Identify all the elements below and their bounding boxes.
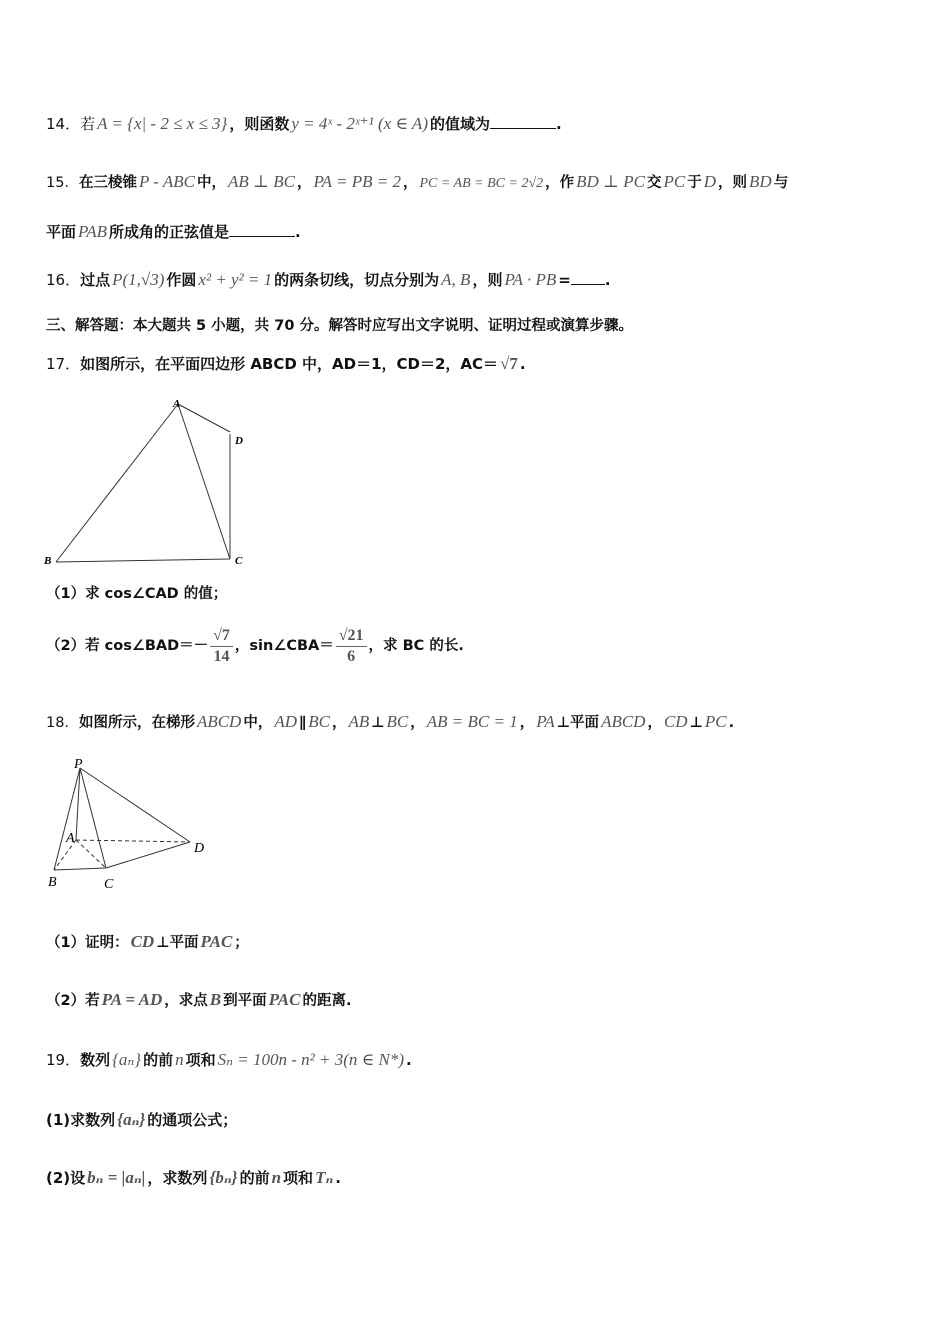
q17-figure — [40, 392, 260, 574]
q19-part2-text: 设 — [70, 1169, 86, 1187]
q19-part1-seq: {aₙ} — [117, 1110, 146, 1129]
q16-ab: A, B — [441, 270, 471, 289]
q18-part1-end: ； — [234, 935, 249, 951]
q18-bc: BC — [308, 712, 330, 731]
q17-fraction-1-num: √7 — [210, 626, 233, 647]
q18-cd: CD — [663, 712, 688, 731]
q19-number: 19． — [46, 1051, 81, 1069]
q17-fraction-2-num: √21 — [336, 626, 367, 647]
q17-edge-ab — [56, 404, 178, 562]
q15-text: 所成角的正弦值是 — [108, 223, 229, 241]
q17-label-b: B — [44, 555, 52, 567]
q14-set: A = {x| - 2 ≤ x ≤ 3} — [97, 114, 228, 133]
q18-perp2: ⊥ — [689, 715, 703, 731]
q15-end: . — [295, 223, 301, 241]
q17-number: 17． — [46, 355, 81, 373]
q19-seq: {aₙ} — [112, 1050, 142, 1069]
q15-line1 — [46, 172, 788, 194]
q18-bc2: BC — [386, 712, 409, 731]
q18-part1-pre: （1）证明： — [46, 935, 129, 951]
q18-text: ， — [332, 715, 347, 731]
q17-label-a: A — [173, 398, 181, 410]
q15-text: 于 — [687, 175, 702, 191]
q15-d: D — [703, 172, 717, 191]
q17-fraction-1 — [210, 626, 233, 667]
q18-text: 如图所示，在梯形 — [78, 715, 195, 731]
q17-edge-bc — [56, 559, 230, 562]
q19-part1-pre: (1) — [46, 1111, 71, 1129]
q17-fraction-1-den: 14 — [213, 647, 230, 665]
q15-line2 — [46, 222, 301, 242]
q15-pc: PC — [663, 172, 686, 191]
q19-part2 — [46, 1168, 341, 1188]
q16-text: = — [558, 271, 571, 289]
q18-part2-pac: PAC — [268, 990, 301, 1009]
q18-part1-pac: PAC — [200, 932, 233, 951]
q18-part2-mid2: 到平面 — [223, 993, 267, 1009]
q17-sqrt: √7 — [500, 354, 518, 373]
q18-part1-cd: CD — [130, 932, 155, 951]
q14-text-pre: 若 — [80, 115, 96, 133]
q18-edge-bc — [54, 868, 106, 870]
q16-point: P(1,√3) — [112, 270, 165, 289]
q18-part2 — [46, 990, 351, 1011]
q18-text: ⊥平面 — [556, 715, 600, 731]
q18-ab: AB — [348, 712, 370, 731]
q16-text: 过点 — [80, 271, 111, 289]
q16-dot: PA · PB — [504, 270, 557, 289]
q18-pa: PA — [536, 712, 555, 731]
q19-sum: Sₙ = 100n - n² + 3(n ∈ N*) — [217, 1050, 404, 1069]
q15-text: 交 — [647, 175, 662, 191]
q14-text-mid: ，则函数 — [229, 115, 290, 133]
q16-line — [46, 270, 611, 290]
q19-part2-t: Tₙ — [315, 1168, 334, 1187]
q18-edge-cd — [106, 842, 190, 868]
q18-part2-end: 的距离. — [302, 993, 352, 1009]
q15-text: ，作 — [545, 175, 575, 191]
q17-part2-mid: ，sin∠CBA＝ — [234, 638, 334, 654]
q18-line — [46, 712, 734, 733]
q19-text: 数列 — [80, 1051, 111, 1069]
q15-text: 平面 — [46, 223, 77, 241]
q18-text: ， — [647, 715, 662, 731]
q18-text: 中， — [243, 715, 273, 731]
q19-part2-pre: (2) — [46, 1169, 71, 1187]
q18-edge-pa — [76, 768, 80, 840]
q18-part2-b: B — [209, 990, 222, 1009]
q18-abcd: ABCD — [196, 712, 242, 731]
q17-fraction-2 — [336, 626, 367, 667]
q16-number: 16． — [46, 271, 81, 289]
q15-text: ，则 — [718, 175, 748, 191]
q14-answer-blank — [490, 114, 556, 129]
q17-part2-pre: （2）若 cos∠BAD＝－ — [46, 638, 209, 654]
q14-line — [46, 114, 562, 134]
q18-pc: PC — [704, 712, 727, 731]
q18-abcd2: ABCD — [601, 712, 646, 731]
q16-end: . — [604, 271, 611, 289]
q15-text: ， — [296, 175, 312, 191]
q19-part2-n: n — [271, 1168, 282, 1187]
q18-label-a: A — [66, 831, 75, 846]
q18-part2-eq: PA = AD — [101, 990, 163, 1009]
q17-part1: （1）求 cos∠CAD 的值； — [46, 586, 228, 602]
q19-part2-seq: {bₙ} — [209, 1168, 238, 1187]
q15-eq2: PC = AB = BC = 2√2 — [419, 176, 544, 191]
q16-answer-blank — [571, 270, 605, 285]
q17-fraction-2-den: 6 — [347, 647, 356, 665]
q19-line — [46, 1050, 412, 1070]
q19-end: . — [405, 1051, 412, 1069]
q19-text: 的前 — [143, 1051, 174, 1069]
q15-text: 中， — [197, 175, 226, 191]
q17-text: 如图所示，在平面四边形 ABCD 中，AD＝1，CD＝2，AC＝ — [80, 355, 499, 373]
q19-part2-mid3: 项和 — [283, 1169, 314, 1187]
q18-part1 — [46, 932, 249, 953]
q15-eq1: PA = PB = 2 — [313, 172, 401, 191]
q14-function: y = 4ˣ - 2ˣ⁺¹ (x ∈ A) — [291, 114, 428, 133]
q16-text: 的两条切线，切点分别为 — [274, 271, 440, 289]
q18-perp: ⊥ — [371, 715, 385, 731]
q18-edge-ad — [76, 840, 190, 842]
q18-part2-pre: （2）若 — [46, 993, 100, 1009]
q18-text: ， — [519, 715, 535, 731]
q15-perp1: AB ⊥ BC — [228, 172, 295, 191]
section-header: 三、解答题：本大题共 5 小题，共 70 分。解答时应写出文字说明、证明过程或演算步骤。 — [46, 318, 633, 334]
q16-text: ，则 — [472, 271, 503, 289]
q18-parallel: ∥ — [299, 715, 307, 731]
q17-part2-post: ，求 BC 的长. — [368, 638, 464, 654]
q19-part1-text: 求数列 — [70, 1111, 116, 1129]
q19-part2-end: . — [335, 1169, 341, 1187]
q15-bd: BD — [749, 172, 772, 191]
q16-circle: x² + y² = 1 — [198, 270, 273, 289]
q15-text: ， — [402, 175, 418, 191]
q18-eq: AB = BC = 1 — [426, 712, 518, 731]
q18-part2-mid: ，求点 — [164, 993, 208, 1009]
q18-edge-pb — [54, 768, 80, 870]
q18-end: . — [728, 715, 735, 731]
q15-perp2: BD ⊥ PC — [576, 172, 645, 191]
q18-label-p: P — [74, 757, 83, 772]
q18-text: ， — [410, 715, 425, 731]
q19-part2-mid2: 的前 — [239, 1169, 270, 1187]
q17-label-d: D — [235, 435, 243, 447]
q15-text: 在三棱锥 — [78, 175, 137, 191]
q18-figure — [42, 754, 222, 896]
q16-text: 作圆 — [166, 271, 197, 289]
q19-part1 — [46, 1110, 237, 1130]
q18-number: 18． — [46, 715, 79, 731]
q14-number: 14． — [46, 115, 81, 133]
q17-label-c: C — [235, 555, 243, 567]
q19-part1-end: 的通项公式； — [147, 1111, 238, 1129]
q15-number: 15． — [46, 175, 79, 191]
q18-label-d: D — [194, 841, 205, 856]
q17-end: . — [519, 355, 526, 373]
q18-label-c: C — [104, 877, 114, 892]
q19-text: 项和 — [185, 1051, 216, 1069]
q18-edge-ac — [76, 840, 106, 868]
q14-text-post: 的值域为 — [429, 115, 490, 133]
q19-part2-mid: ，求数列 — [147, 1169, 208, 1187]
q15-pyramid: P - ABC — [138, 172, 195, 191]
q14-end: . — [556, 115, 562, 133]
q19-n: n — [175, 1050, 184, 1069]
q18-ad: AD — [274, 712, 298, 731]
q19-part2-b: bₙ = |aₙ| — [87, 1168, 146, 1187]
q15-pab: PAB — [78, 222, 107, 241]
q18-label-b: B — [48, 875, 57, 890]
q15-answer-blank — [229, 222, 295, 237]
q15-text: 与 — [773, 175, 789, 191]
q17-line — [46, 354, 526, 374]
q17-part2 — [46, 622, 464, 670]
q18-part1-mid: ⊥平面 — [156, 935, 199, 951]
